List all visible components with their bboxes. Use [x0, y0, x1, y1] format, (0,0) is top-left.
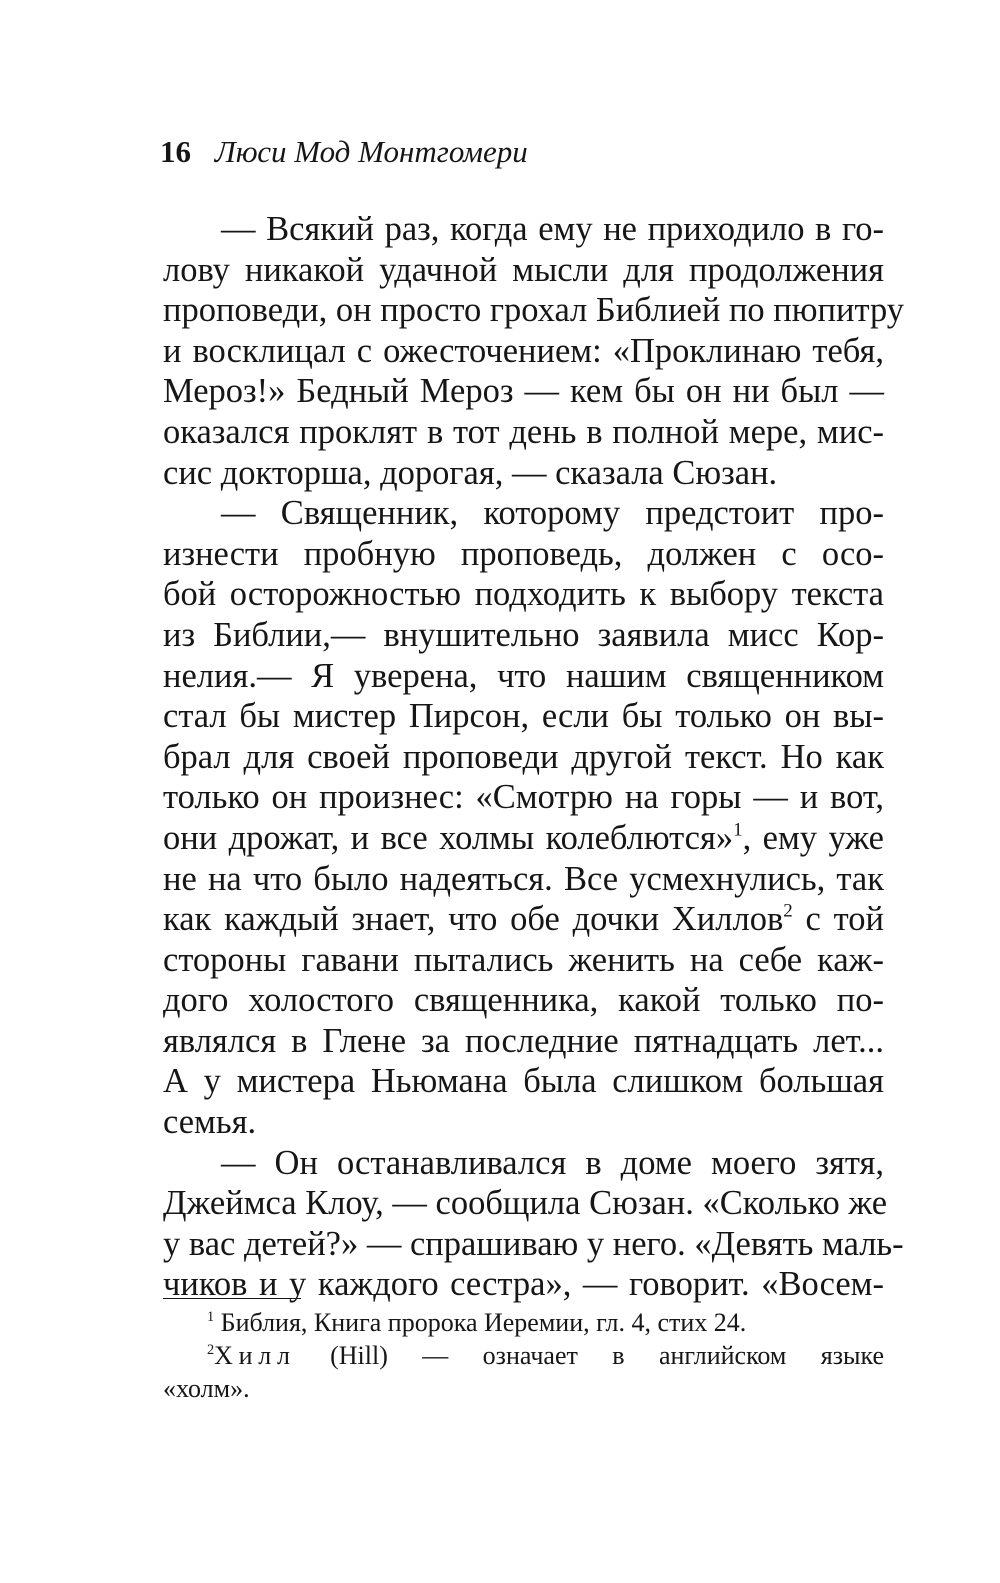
line-part: они дрожат, и все холмы колеблются» [163, 818, 734, 857]
line-part: с той [792, 900, 884, 939]
text-line: стороны гавани пытались женить на себе каж- [163, 940, 884, 979]
footnote-2 [163, 1339, 884, 1372]
body-text [163, 209, 904, 1305]
footnote-term: Хилл [214, 1341, 296, 1370]
footnote-marker: 1 [207, 1309, 215, 1325]
footnote-1 [163, 1306, 884, 1339]
footnote-2-continuation: «холм». [163, 1374, 250, 1403]
text-line: — Священник, которому предстоит про- [221, 494, 884, 533]
text-line: Мероз!» Бедный Мероз — кем бы он ни был — [163, 372, 884, 411]
line-part: , ему уже [742, 818, 884, 857]
text-line [163, 899, 884, 940]
text-line: оказался проклят в тот день в полной мере, мис- [163, 412, 884, 451]
text-line [163, 818, 884, 859]
text-line: стал бы мистер Пирсон, если бы только он вы- [163, 697, 884, 736]
text-line: дого холостого священника, какой только по- [163, 981, 884, 1020]
text-line: лову никакой удачной мысли для продолжения [163, 250, 884, 289]
text-line: А у мистера Ньюмана была слишком большая [163, 1062, 884, 1101]
footnote-ref: 2 [783, 900, 793, 922]
text-line: бой осторожностью подходить к выбору текста [163, 575, 884, 614]
page-number: 16 [160, 134, 191, 169]
text-line: семья. [163, 1103, 257, 1142]
text-line: — Он останавливался в доме моего зятя, [221, 1143, 884, 1182]
text-line: сис докторша, дорогая, — сказала Сюзан. [163, 453, 778, 492]
text-line: являлся в Глене за последние пятнадцать лет... [163, 1021, 884, 1060]
footnotes [163, 1306, 884, 1405]
running-header [160, 132, 880, 172]
line-part: как каждый знает, что обе дочки Хиллов [163, 900, 784, 939]
running-title: Люси Мод Монтгомери [214, 134, 528, 169]
text-line: Джеймса Клоу, — сообщила Сюзан. «Сколько же [163, 1184, 888, 1223]
text-line: изнести пробную проповедь, должен с осо- [163, 534, 884, 573]
text-line: чиков и у каждого сестра», — говорит. «Восем- [163, 1265, 884, 1304]
text-line: нелия.— Я уверена, что нашим священником [163, 656, 884, 695]
footnote-marker: 2 [207, 1342, 215, 1358]
footnote-ref: 1 [733, 819, 743, 841]
text-line: из Библии,— внушительно заявила мисс Кор- [163, 615, 884, 654]
text-line: не на что было надеяться. Все усмехнулись, так [163, 859, 884, 898]
text-line: у вас детей?» — спрашиваю у него. «Девять маль- [163, 1224, 904, 1263]
text-line: — Всякий раз, когда ему не приходило в го- [221, 210, 884, 248]
text-line: проповеди, он просто грохал Библией по пюпитру [163, 291, 904, 330]
footnote-divider [163, 1298, 301, 1299]
text-line: брал для своей проповеди другой текст. Но как [163, 737, 884, 776]
footnote-text: Библия, Книга пророка Иеремии, гл. 4, стих 24. [220, 1308, 747, 1337]
footnote-text: (Hill) — означает в английском языке [330, 1341, 884, 1370]
text-line: только он произнес: «Смотрю на горы — и вот, [163, 778, 884, 817]
text-line: и восклицал с ожесточением: «Проклинаю тебя, [163, 331, 884, 370]
